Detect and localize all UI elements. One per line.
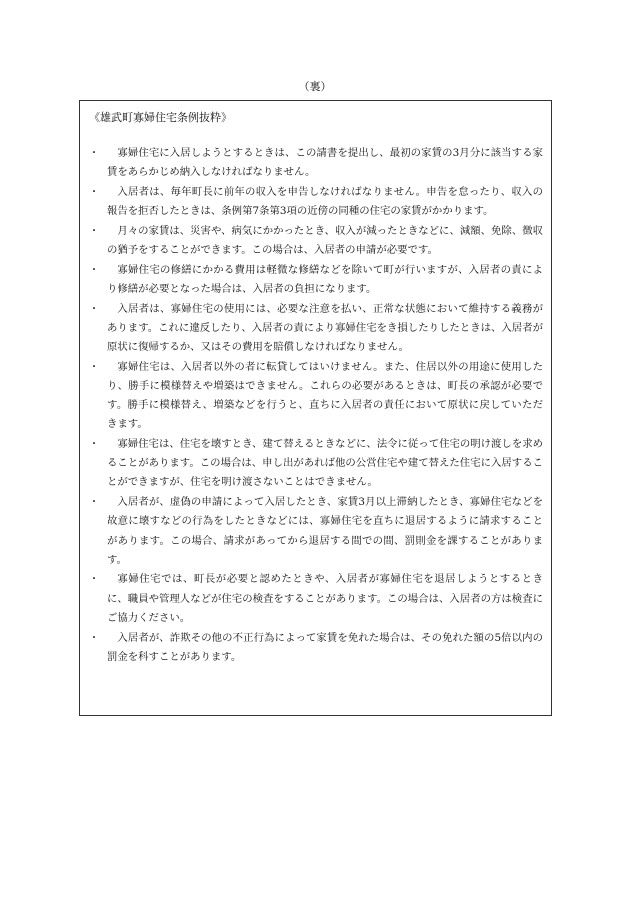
- bullet-mark: ・: [89, 303, 99, 315]
- provision-item: [89, 358, 543, 435]
- bullet-mark: ・: [89, 361, 99, 373]
- bullet-mark: ・: [89, 632, 99, 644]
- provision-text: 寡婦住宅の修繕にかかる費用は軽微な修繕などを除いて町が行いますが、入居者の責により修繕が必要となった場合は、入居者の負担になります。: [107, 263, 543, 295]
- provision-item: [89, 300, 543, 358]
- provision-item: [89, 144, 543, 182]
- bullet-mark: ・: [89, 497, 99, 509]
- provision-item: [89, 222, 543, 260]
- ordinance-excerpt-box: [79, 100, 552, 716]
- provision-item: [89, 435, 543, 493]
- provision-item: [89, 183, 543, 221]
- provision-text: 入居者は、寡婦住宅の使用には、必要な注意を払い、正常な状態において維持する義務があります。これに違反したり、入居者の責により寡婦住宅をき損したりしたときは、入居者が原状に復帰するか、又はその費用を賠償しなければなりません。: [107, 302, 543, 354]
- bullet-mark: ・: [89, 439, 99, 451]
- provision-item: [89, 261, 543, 299]
- provision-text: 月々の家賃は、災害や、病気にかかったとき、収入が減ったときなどに、減額、免除、徴収の猶予をすることができます。この場合は、入居者の申請が必要です。: [107, 224, 543, 257]
- bullet-mark: ・: [89, 186, 99, 198]
- bullet-mark: ・: [89, 574, 99, 586]
- provision-item: [89, 493, 543, 570]
- provision-text: 寡婦住宅は、住宅を壊すとき、建て替えるときなどに、法令に従って住宅の明け渡しを求めることがあります。この場合は、申し出があれば他の公営住宅や建て替えた住宅に入居することができますが、住宅を明け渡さないことはできません。: [107, 438, 543, 489]
- provision-text: 寡婦住宅に入居しようとするときは、この請書を提出し、最初の家賃の3月分に該当する家賃をあらかじめ納入しなければなりません。: [107, 147, 543, 179]
- provision-list: [89, 144, 543, 667]
- bullet-mark: ・: [89, 264, 99, 276]
- provision-text: 寡婦住宅は、入居者以外の者に転貸してはいけません。また、住居以外の用途に使用したり、勝手に模様替えや増築はできません。これらの必要があるときは、町長の承認が必要です。勝手に模様替え、増築などを行うと、直ちに入居者の責任において原状に戻していただきます。: [107, 360, 543, 431]
- provision-item: [89, 570, 543, 628]
- provision-text: 入居者が、詐欺その他の不正行為によって家賃を免れた場合は、その免れた額の5倍以内の罰金を科すことがあります。: [107, 631, 543, 663]
- bullet-mark: ・: [89, 225, 99, 237]
- excerpt-heading: 《雄武町寡婦住宅条例抜粋》: [89, 111, 232, 124]
- provision-text: 入居者が、虚偽の申請によって入居したとき、家賃3月以上滞納したとき、寡婦住宅などを故意に壊すなどの行為をしたときなどには、寡婦住宅を直ちに退居するように請求することがあります。この場合、請求があってから退居する間での間、罰則金を課することがあります。: [107, 496, 543, 566]
- provision-item: [89, 629, 543, 667]
- page-side-mark: （裏）: [298, 80, 332, 93]
- bullet-mark: ・: [89, 148, 99, 159]
- provision-text: 寡婦住宅では、町長が必要と認めたときや、入居者が寡婦住宅を退居しようとするときに、職員や管理人などが住宅の検査をすることがあります。この場合は、入居者の方は検査にご協力ください。: [107, 573, 543, 624]
- provision-text: 入居者は、毎年町長に前年の収入を申告しなければなりません。申告を怠ったり、収入の報告を拒否したときは、条例第7条第3項の近傍の同種の住宅の家賃がかかります。: [107, 185, 543, 218]
